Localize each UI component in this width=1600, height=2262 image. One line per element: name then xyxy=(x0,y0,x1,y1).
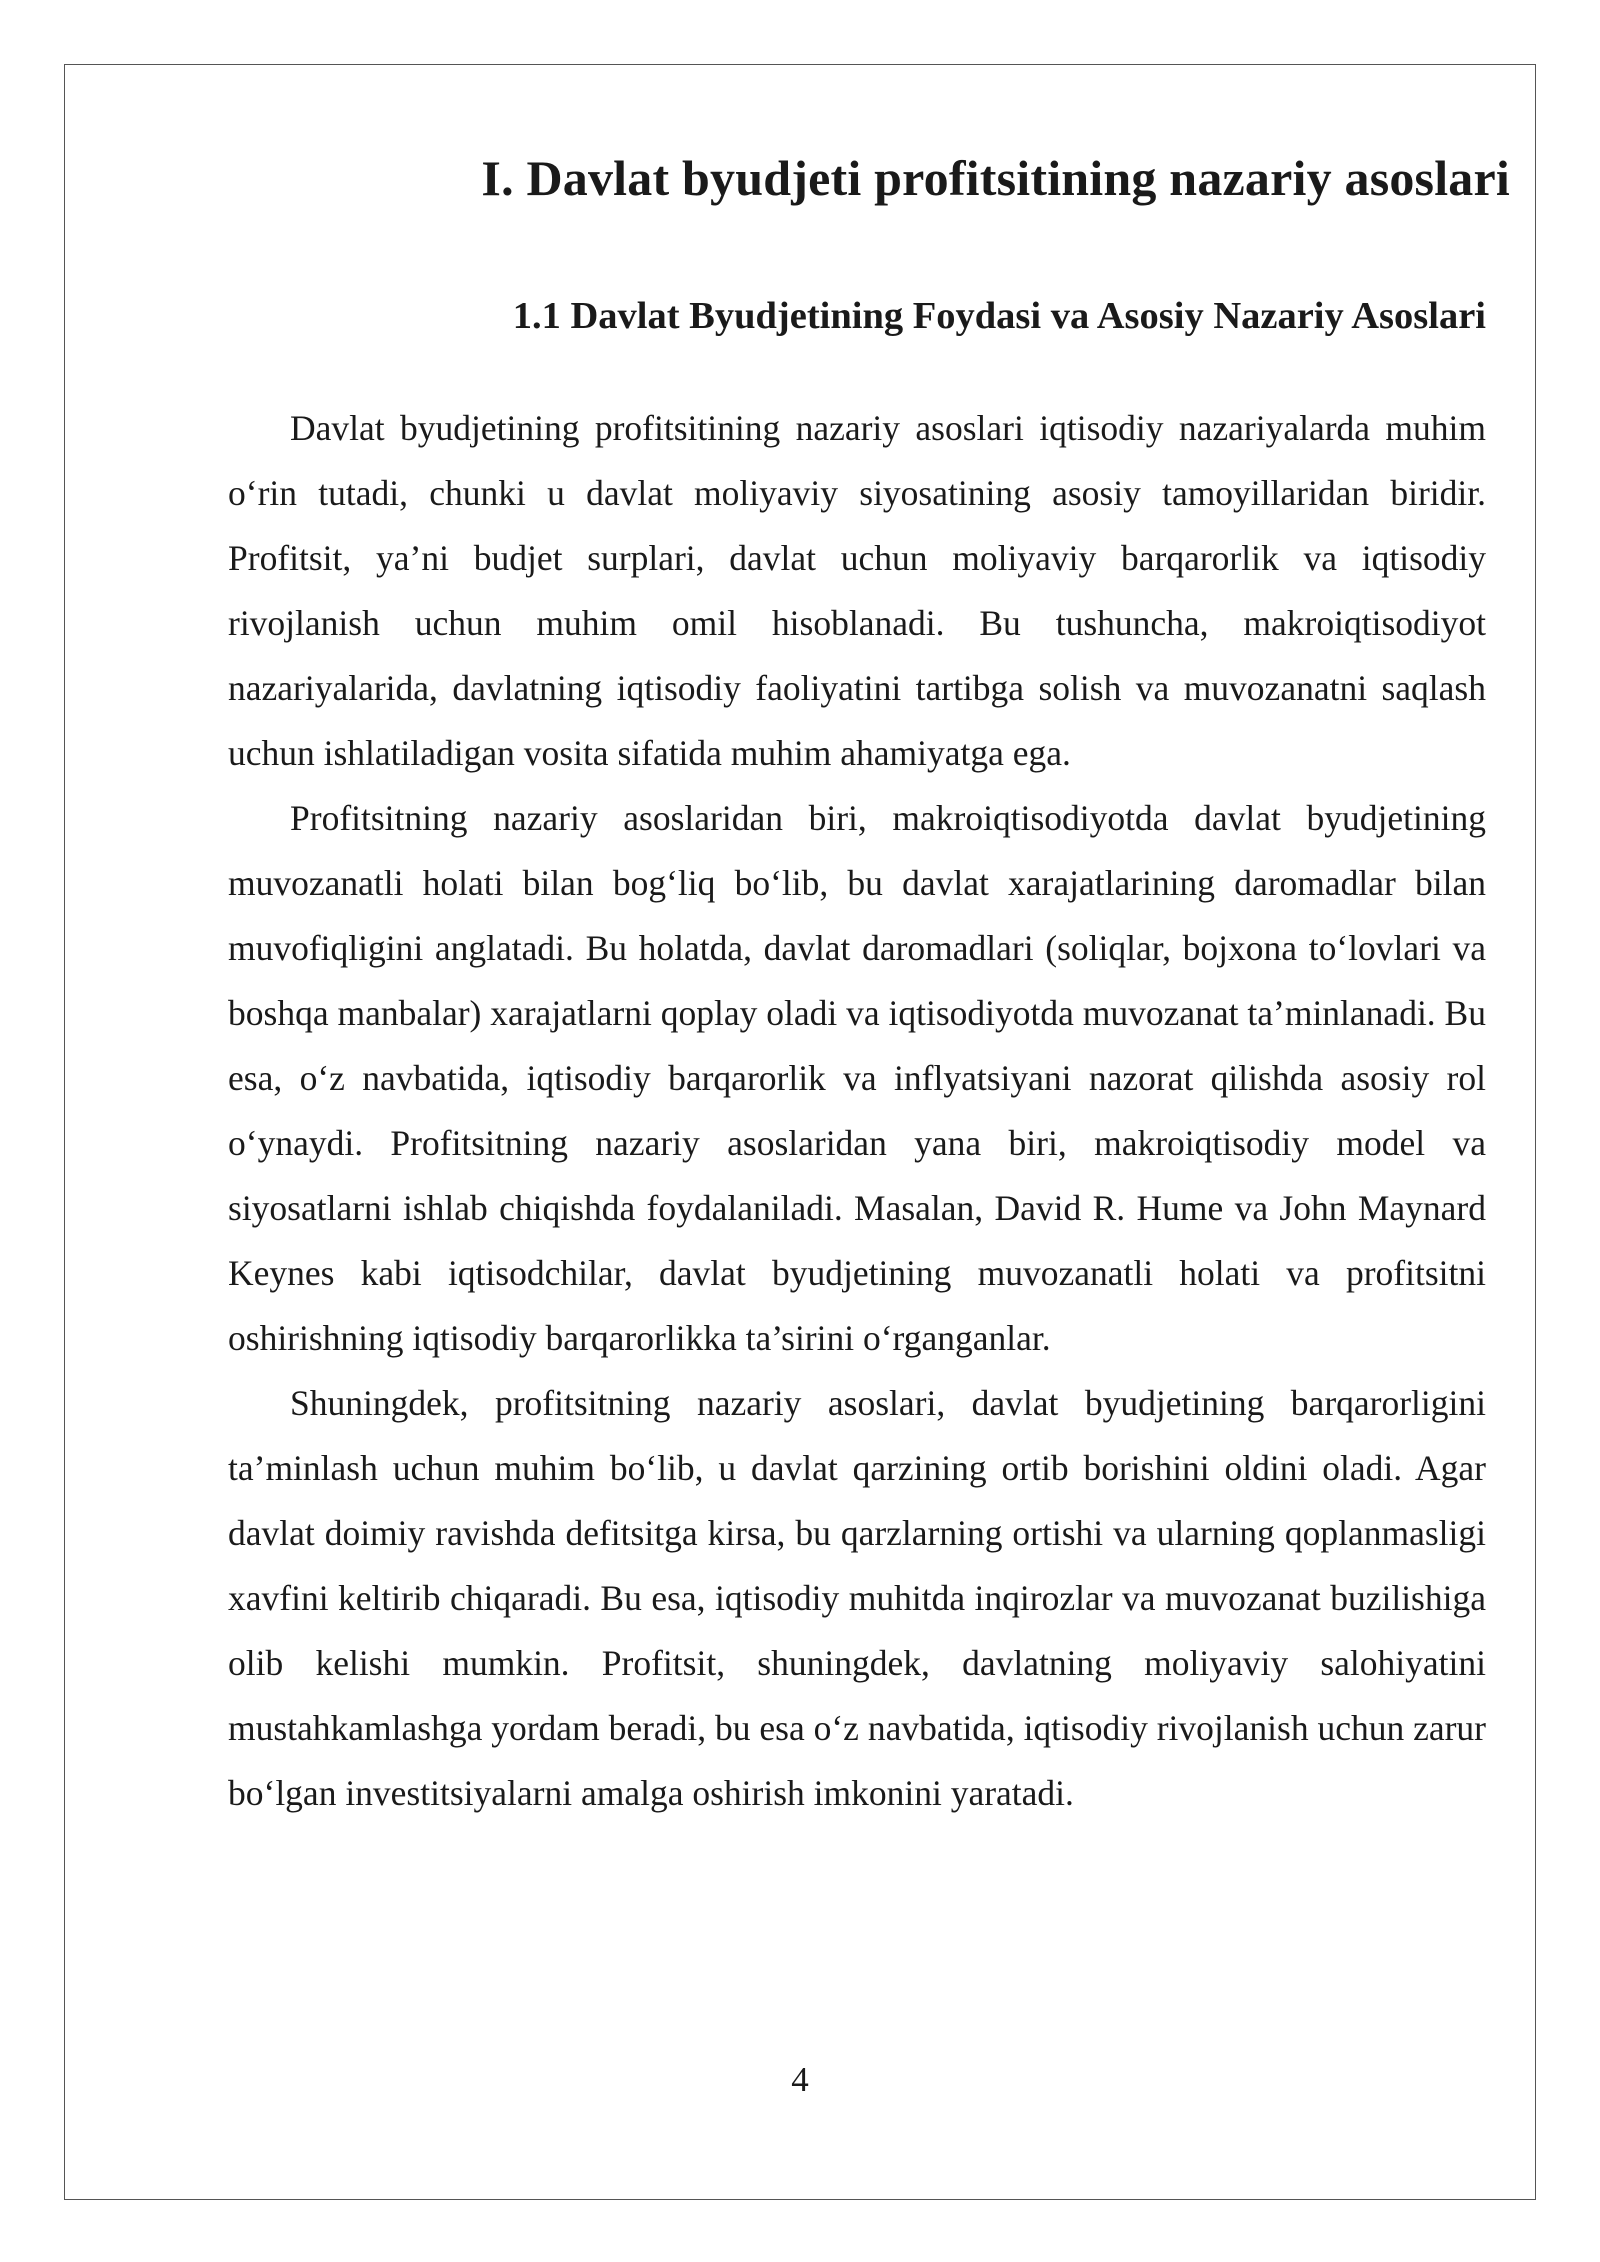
paragraph-3: Shuningdek, profitsitning nazariy asoslari, davlat byudjetining barqarorligini ta’minlash uchun muhim bo‘lib, u davlat qarzining ortib borishini oldini oladi. Agar davlat doimiy ravishda defitsitga kirsa, bu qarzlarning ortishi va ularning qoplanmasligi xavfini keltirib chiqaradi. Bu esa, iqtisodiy muhitda inqirozlar va muvozanat buzilishiga olib kelishi mumkin. Profitsit, shuningdek, davlatning moliyaviy salohiyatini mustahkamlashga yordam beradi, bu esa o‘z navbatida, iqtisodiy rivojlanish uchun zarur bo‘lgan investitsiyalarni amalga oshirish imkonini yaratadi. xyxy=(228,1383,1486,1813)
body-text xyxy=(228,396,1486,1826)
chapter-title: I. Davlat byudjeti profitsitining nazariy asoslari xyxy=(481,150,1510,206)
paragraph-1: Davlat byudjetining profitsitining nazariy asoslari iqtisodiy nazariyalarda muhim o‘rin tutadi, chunki u davlat moliyaviy siyosatining asosiy tamoyillaridan biridir. Profitsit, ya’ni budjet surplari, davlat uchun moliyaviy barqarorlik va iqtisodiy rivojlanish uchun muhim omil hisoblanadi. Bu tushuncha, makroiqtisodiyot nazariyalarida, davlatning iqtisodiy faoliyatini tartibga solish va muvozanatni saqlash uchun ishlatiladigan vosita sifatida muhim ahamiyatga ega. xyxy=(228,408,1486,773)
page-number: 4 xyxy=(791,2060,809,2099)
paragraph-2: Profitsitning nazariy asoslaridan biri, makroiqtisodiyotda davlat byudjetining muvozanatli holati bilan bog‘liq bo‘lib, bu davlat xarajatlarining daromadlar bilan muvofiqligini anglatadi. Bu holatda, davlat daromadlari (soliqlar, bojxona to‘lovlari va boshqa manbalar) xarajatlarni qoplay oladi va iqtisodiyotda muvozanat ta’minlanadi. Bu esa, o‘z navbatida, iqtisodiy barqarorlik va inflyatsiyani nazorat qilishda asosiy rol o‘ynaydi. Profitsitning nazariy asoslaridan yana biri, makroiqtisodiy model va siyosatlarni ishlab chiqishda foydalaniladi. Masalan, David R. Hume va John Maynard Keynes kabi iqtisodchilar, davlat byudjetining muvozanatli holati va profitsitni oshirishning iqtisodiy barqarorlikka ta’sirini o‘rganganlar. xyxy=(228,798,1486,1358)
section-title: 1.1 Davlat Byudjetining Foydasi va Asosiy Nazariy Asoslari xyxy=(512,295,1486,337)
